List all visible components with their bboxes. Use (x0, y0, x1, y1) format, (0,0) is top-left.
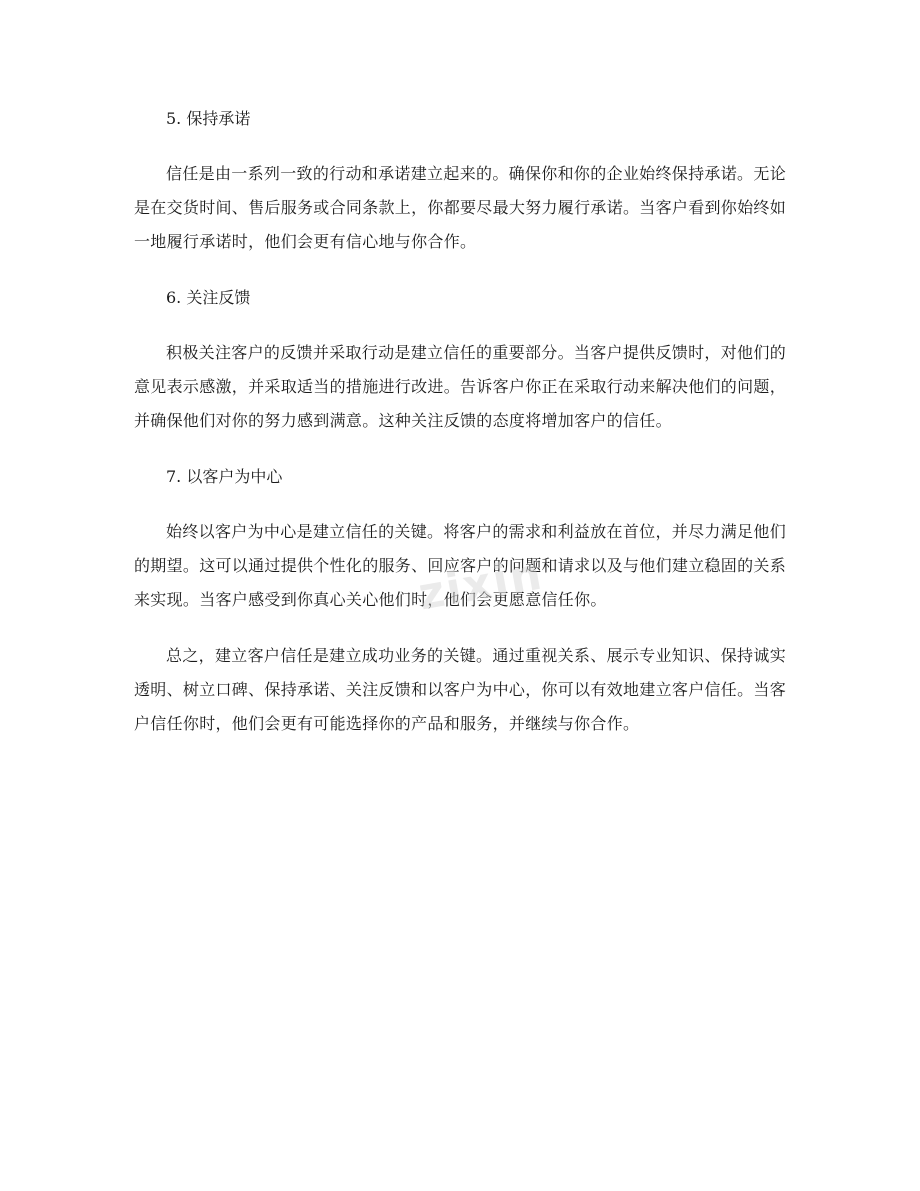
section-heading-7: 7. 以客户为中心 (166, 467, 283, 486)
section-body-6: 积极关注客户的反馈并采取行动是建立信任的重要部分。当客户提供反馈时，对他们的意见表示感激，并采取适当的措施进行改进。告诉客户你正在采取行动来解决他们的问题，并确保他们对你的努力感到满意。这种关注反馈的态度将增加客户的信任。 (134, 343, 787, 430)
section-heading-6: 6. 关注反馈 (166, 288, 251, 307)
document-content (134, 102, 786, 763)
section-body-5: 信任是由一系列一致的行动和承诺建立起来的。确保你和你的企业始终保持承诺。无论是在交货时间、售后服务或合同条款上，你都要尽最大努力履行承诺。当客户看到你始终如一地履行承诺时，他们会更有信心地与你合作。 (134, 164, 787, 251)
conclusion-paragraph: 总之，建立客户信任是建立成功业务的关键。通过重视关系、展示专业知识、保持诚实透明、树立口碑、保持承诺、关注反馈和以客户为中心，你可以有效地建立客户信任。当客户信任你时，他们会更有可能选择你的产品和服务，并继续与你合作。 (134, 646, 787, 733)
section-body-7: 始终以客户为中心是建立信任的关键。将客户的需求和利益放在首位，并尽力满足他们的期望。这可以通过提供个性化的服务、回应客户的问题和请求以及与他们建立稳固的关系来实现。当客户感受到你真心关心他们时，他们会更愿意信任你。 (134, 522, 787, 609)
watermark: zixin (414, 548, 548, 621)
section-heading-5: 5. 保持承诺 (166, 109, 251, 128)
